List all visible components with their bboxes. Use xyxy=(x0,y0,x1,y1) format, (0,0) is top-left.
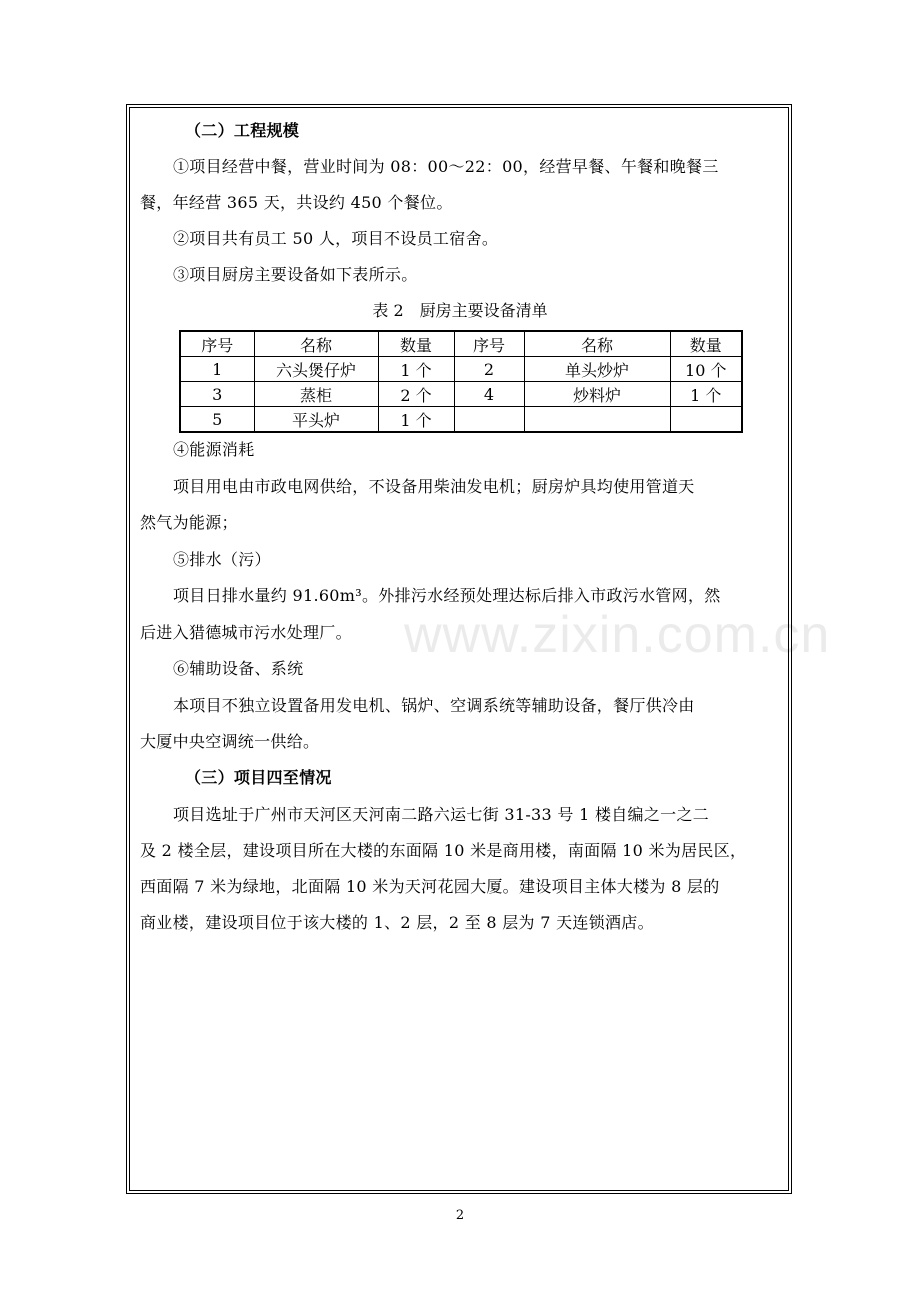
paragraph-auxiliary-line2: 大厦中央空调统一供给。 xyxy=(140,732,320,751)
table-header-cell: 序号 xyxy=(454,331,524,357)
table-cell: 1 个 xyxy=(378,357,454,382)
table-header-cell: 序号 xyxy=(180,331,254,357)
table-cell: 蒸柜 xyxy=(254,382,378,407)
table-header-cell: 数量 xyxy=(378,331,454,357)
paragraph-equipment-intro: ③项目厨房主要设备如下表所示。 xyxy=(173,265,418,284)
table-cell: 平头炉 xyxy=(254,407,378,433)
section-heading-scale: （二）工程规模 xyxy=(185,121,300,140)
table-cell: 2 xyxy=(454,357,524,382)
paragraph-auxiliary-line1: 本项目不独立设置备用发电机、锅炉、空调系统等辅助设备，餐厅供冷由 xyxy=(173,696,695,715)
table-cell xyxy=(670,407,742,433)
paragraph-energy-line1: 项目用电由市政电网供给，不设备用柴油发电机；厨房炉具均使用管道天 xyxy=(173,477,695,496)
paragraph-auxiliary-heading: ⑥辅助设备、系统 xyxy=(173,659,304,678)
table-cell: 1 xyxy=(180,357,254,382)
paragraph-surroundings-line2: 及 2 楼全层，建设项目所在大楼的东面隔 10 米是商用楼，南面隔 10 米为居民区， xyxy=(140,841,747,860)
paragraph-drainage-heading: ⑤排水（污） xyxy=(173,550,271,569)
equipment-table xyxy=(179,330,743,433)
table-header-cell: 名称 xyxy=(524,331,670,357)
page-number: 2 xyxy=(455,1208,465,1223)
table-cell: 1 个 xyxy=(670,382,742,407)
table-header-row xyxy=(180,331,742,357)
table-cell xyxy=(454,407,524,433)
table-cell: 4 xyxy=(454,382,524,407)
paragraph-business-hours-line2: 餐，年经营 365 天，共设约 450 个餐位。 xyxy=(140,193,453,212)
table-cell: 10 个 xyxy=(670,357,742,382)
table-row xyxy=(180,357,742,382)
paragraph-drainage-line1: 项目日排水量约 91.60m³。外排污水经预处理达标后排入市政污水管网，然 xyxy=(173,586,721,605)
paragraph-energy-line2: 然气为能源； xyxy=(140,513,238,532)
table-cell: 六头煲仔炉 xyxy=(254,357,378,382)
paragraph-drainage-line2: 后进入猎德城市污水处理厂。 xyxy=(140,623,352,642)
table-cell: 5 xyxy=(180,407,254,433)
table-cell: 单头炒炉 xyxy=(524,357,670,382)
table-cell: 1 个 xyxy=(378,407,454,433)
paragraph-energy-heading: ④能源消耗 xyxy=(173,440,255,459)
table-header-cell: 名称 xyxy=(254,331,378,357)
table-cell: 炒料炉 xyxy=(524,382,670,407)
table-row xyxy=(180,382,742,407)
section-heading-surroundings: （三）项目四至情况 xyxy=(185,768,332,787)
paragraph-surroundings-line1: 项目选址于广州市天河区天河南二路六运七街 31-33 号 1 楼自编之一之二 xyxy=(173,805,710,824)
paragraph-surroundings-line3: 西面隔 7 米为绿地，北面隔 10 米为天河花园大厦。建设项目主体大楼为 8 层的 xyxy=(140,877,720,896)
watermark: www.zixin.com.cn xyxy=(404,606,831,664)
table-cell xyxy=(524,407,670,433)
paragraph-surroundings-line4: 商业楼，建设项目位于该大楼的 1、2 层，2 至 8 层为 7 天连锁酒店。 xyxy=(140,913,654,932)
table-caption: 表 2 厨房主要设备清单 xyxy=(372,301,548,320)
table-cell: 2 个 xyxy=(378,382,454,407)
paragraph-business-hours-line1: ①项目经营中餐，营业时间为 08：00～22：00，经营早餐、午餐和晚餐三 xyxy=(173,157,719,176)
table-header-cell: 数量 xyxy=(670,331,742,357)
table-cell: 3 xyxy=(180,382,254,407)
paragraph-staff: ②项目共有员工 50 人，项目不设员工宿舍。 xyxy=(173,229,499,248)
table-row xyxy=(180,407,742,433)
